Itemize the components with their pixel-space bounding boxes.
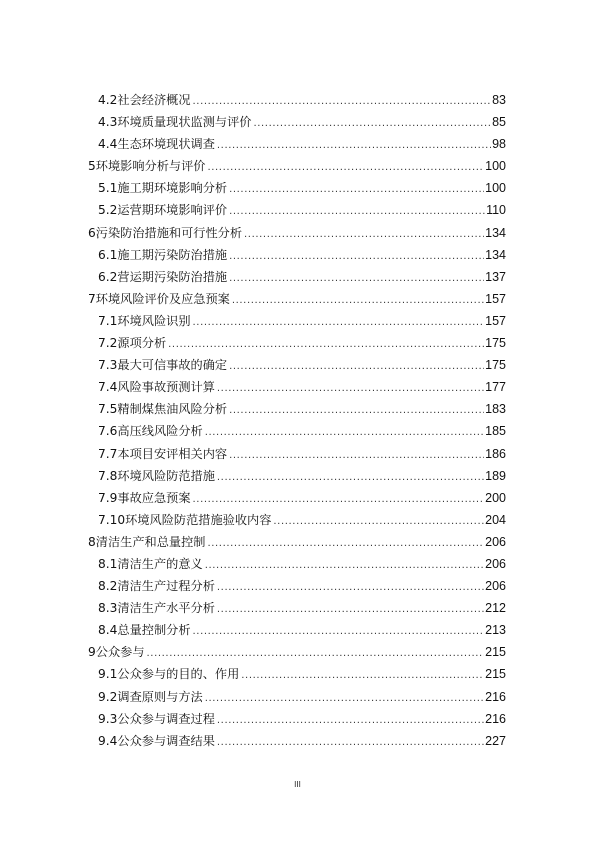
toc-entry-title: 总量控制分析: [117, 623, 191, 638]
toc-entry-number: 5: [88, 159, 96, 174]
toc-dot-leader: [229, 268, 484, 290]
toc-entry[interactable]: [88, 244, 506, 266]
toc-entry[interactable]: [88, 597, 506, 619]
toc-entry[interactable]: [88, 266, 506, 288]
toc-dot-leader: [207, 157, 484, 179]
toc-entry[interactable]: [88, 531, 506, 553]
toc-entry-title: 环境风险识别: [117, 313, 191, 328]
toc-entry-number: 7.5: [98, 402, 118, 417]
toc-entry-page: 157: [485, 313, 506, 328]
toc-entry-title: 风险事故预测计算: [117, 380, 215, 395]
toc-entry-page: 85: [492, 115, 506, 130]
toc-entry-title: 本项目安评相关内容: [117, 446, 228, 461]
toc-dot-leader: [241, 665, 484, 687]
toc-dot-leader: [193, 91, 492, 113]
toc-entry[interactable]: [88, 354, 506, 376]
toc-entry-title: 源项分析: [117, 336, 167, 351]
toc-entry-number: 7.2: [98, 336, 118, 351]
toc-entry[interactable]: [88, 89, 506, 111]
toc-entry-title: 公众参与的目的、作用: [117, 667, 240, 682]
toc-entry-page: 134: [485, 247, 506, 262]
toc-entry-number: 7: [88, 291, 96, 306]
toc-entry-title: 环境风险评价及应急预案: [95, 291, 230, 306]
toc-entry-number: 9.1: [98, 667, 118, 682]
toc-dot-leader: [168, 334, 484, 356]
toc-dot-leader: [229, 179, 484, 201]
toc-entry-number: 7.10: [98, 512, 126, 527]
toc-dot-leader: [229, 246, 484, 268]
toc-entry[interactable]: [88, 619, 506, 641]
toc-entry-number: 4.4: [98, 137, 118, 152]
toc-entry-number: 6.1: [98, 247, 118, 262]
toc-entry-title: 社会经济概况: [117, 93, 191, 107]
toc-entry-title: 污染防治措施和可行性分析: [95, 225, 243, 240]
toc-entry-page: 212: [485, 601, 506, 616]
toc-dot-leader: [217, 135, 491, 157]
toc-entry-number: 8: [88, 534, 96, 549]
toc-entry-number: 4.2: [98, 93, 118, 107]
toc-entry-title: 环境风险防范措施验收内容: [125, 512, 272, 527]
toc-dot-leader: [217, 378, 484, 400]
toc-entry-title: 清洁生产水平分析: [117, 601, 215, 616]
toc-dot-leader: [229, 201, 485, 223]
toc-entry-page: 175: [485, 358, 506, 373]
toc-entry-page: 177: [485, 380, 506, 395]
toc-entry-page: 206: [485, 579, 506, 594]
toc-dot-leader: [193, 489, 485, 511]
toc-entry[interactable]: [88, 686, 506, 708]
toc-entry-page: 206: [485, 534, 506, 549]
toc-dot-leader: [205, 688, 484, 710]
toc-entry-title: 施工期环境影响分析: [117, 181, 228, 196]
toc-entry[interactable]: [88, 310, 506, 332]
page-number: III: [294, 780, 301, 789]
toc-entry-page: 110: [486, 203, 506, 218]
toc-entry-page: 185: [485, 424, 506, 439]
toc-entry-number: 5.1: [98, 181, 118, 196]
toc-entry-page: 215: [485, 667, 506, 682]
toc-entry[interactable]: [88, 730, 506, 752]
toc-entry[interactable]: [88, 288, 506, 310]
toc-entry-number: 8.4: [98, 623, 118, 638]
toc-entry-page: 157: [485, 291, 506, 306]
toc-dot-leader: [205, 555, 484, 577]
toc-entry-title: 生态环境现状调查: [117, 137, 215, 152]
toc-entry-number: 7.6: [98, 424, 118, 439]
toc-dot-leader: [147, 643, 485, 665]
toc-entry-page: 134: [485, 225, 506, 240]
toc-entry[interactable]: [88, 222, 506, 244]
toc-entry-title: 营运期污染防治措施: [117, 269, 228, 284]
toc-entry-number: 7.9: [98, 490, 118, 505]
toc-entry-page: 206: [485, 556, 506, 571]
toc-entry-title: 清洁生产的意义: [117, 556, 203, 571]
toc-entry-number: 9.3: [98, 711, 118, 726]
toc-dot-leader: [232, 290, 484, 312]
toc-entry-page: 189: [485, 468, 506, 483]
toc-entry-title: 清洁生产过程分析: [117, 579, 215, 594]
toc-dot-leader: [217, 467, 484, 489]
toc-dot-leader: [229, 445, 484, 467]
toc-entry-page: 204: [485, 512, 506, 527]
toc-entry-title: 公众参与: [95, 645, 145, 660]
toc-entry-number: 9: [88, 645, 96, 660]
toc-entry[interactable]: [88, 708, 506, 730]
toc-entry-title: 精制煤焦油风险分析: [117, 402, 228, 417]
toc-dot-leader: [229, 400, 484, 422]
toc-dot-leader: [193, 621, 485, 643]
toc-entry[interactable]: [88, 443, 506, 465]
toc-entry[interactable]: [88, 177, 506, 199]
toc-entry-title: 事故应急预案: [117, 490, 191, 505]
toc-dot-leader: [193, 312, 485, 334]
toc-entry-page: 100: [485, 181, 506, 196]
toc-entry[interactable]: [88, 509, 506, 531]
toc-entry[interactable]: [88, 376, 506, 398]
toc-entry-number: 8.2: [98, 579, 118, 594]
toc-dot-leader: [217, 710, 484, 732]
toc-entry-page: 216: [485, 689, 506, 704]
toc-entry-number: 7.1: [98, 313, 118, 328]
toc-entry-number: 4.3: [98, 115, 118, 130]
toc-entry-page: 216: [485, 711, 506, 726]
toc-entry[interactable]: [88, 663, 506, 685]
toc-entry-number: 7.7: [98, 446, 118, 461]
toc-dot-leader: [273, 511, 484, 533]
toc-dot-leader: [253, 113, 491, 135]
toc-entry-page: 137: [485, 269, 506, 284]
toc-entry-title: 运营期环境影响评价: [117, 203, 228, 218]
toc-entry-page: 186: [485, 446, 506, 461]
toc-entry-page: 98: [492, 137, 506, 152]
table-of-contents: [88, 89, 506, 752]
toc-entry[interactable]: [88, 420, 506, 442]
toc-dot-leader: [217, 732, 484, 754]
toc-entry[interactable]: [88, 332, 506, 354]
toc-entry-page: 200: [485, 490, 506, 505]
toc-entry-number: 6.2: [98, 269, 118, 284]
toc-entry[interactable]: [88, 133, 506, 155]
toc-entry-page: 183: [485, 402, 506, 417]
toc-entry-number: 5.2: [98, 203, 118, 218]
toc-entry-number: 7.4: [98, 380, 118, 395]
toc-entry[interactable]: [88, 575, 506, 597]
toc-entry-title: 最大可信事故的确定: [117, 358, 228, 373]
toc-entry-title: 高压线风险分析: [117, 424, 203, 439]
toc-entry-page: 215: [485, 645, 506, 660]
toc-entry-title: 施工期污染防治措施: [117, 247, 228, 262]
toc-dot-leader: [244, 224, 484, 246]
toc-entry-number: 7.8: [98, 468, 118, 483]
toc-entry[interactable]: [88, 111, 506, 133]
toc-entry-title: 调查原则与方法: [117, 689, 203, 704]
toc-dot-leader: [205, 422, 484, 444]
toc-entry-title: 公众参与调查结果: [117, 733, 215, 748]
toc-entry[interactable]: [88, 398, 506, 420]
toc-entry-title: 公众参与调查过程: [117, 711, 215, 726]
toc-entry[interactable]: [88, 487, 506, 509]
toc-entry-page: 83: [492, 93, 506, 107]
toc-entry-number: 9.4: [98, 733, 118, 748]
toc-dot-leader: [217, 599, 484, 621]
toc-entry-page: 227: [485, 733, 506, 748]
toc-entry-title: 清洁生产和总量控制: [95, 534, 206, 549]
toc-entry-page: 175: [485, 336, 506, 351]
toc-entry-number: 7.3: [98, 358, 118, 373]
toc-entry[interactable]: [88, 465, 506, 487]
toc-entry-page: 213: [485, 623, 506, 638]
toc-entry-title: 环境风险防范措施: [117, 468, 215, 483]
toc-entry[interactable]: [88, 553, 506, 575]
toc-entry-number: 8.1: [98, 556, 118, 571]
toc-entry-title: 环境影响分析与评价: [95, 159, 206, 174]
toc-entry[interactable]: [88, 641, 506, 663]
toc-entry[interactable]: [88, 199, 506, 221]
toc-entry-title: 环境质量现状监测与评价: [117, 115, 252, 130]
toc-entry-number: 8.3: [98, 601, 118, 616]
toc-entry-number: 6: [88, 225, 96, 240]
toc-dot-leader: [229, 356, 484, 378]
toc-dot-leader: [217, 577, 484, 599]
toc-entry[interactable]: [88, 155, 506, 177]
toc-dot-leader: [207, 533, 484, 555]
toc-entry-page: 100: [485, 159, 506, 174]
toc-entry-number: 9.2: [98, 689, 118, 704]
